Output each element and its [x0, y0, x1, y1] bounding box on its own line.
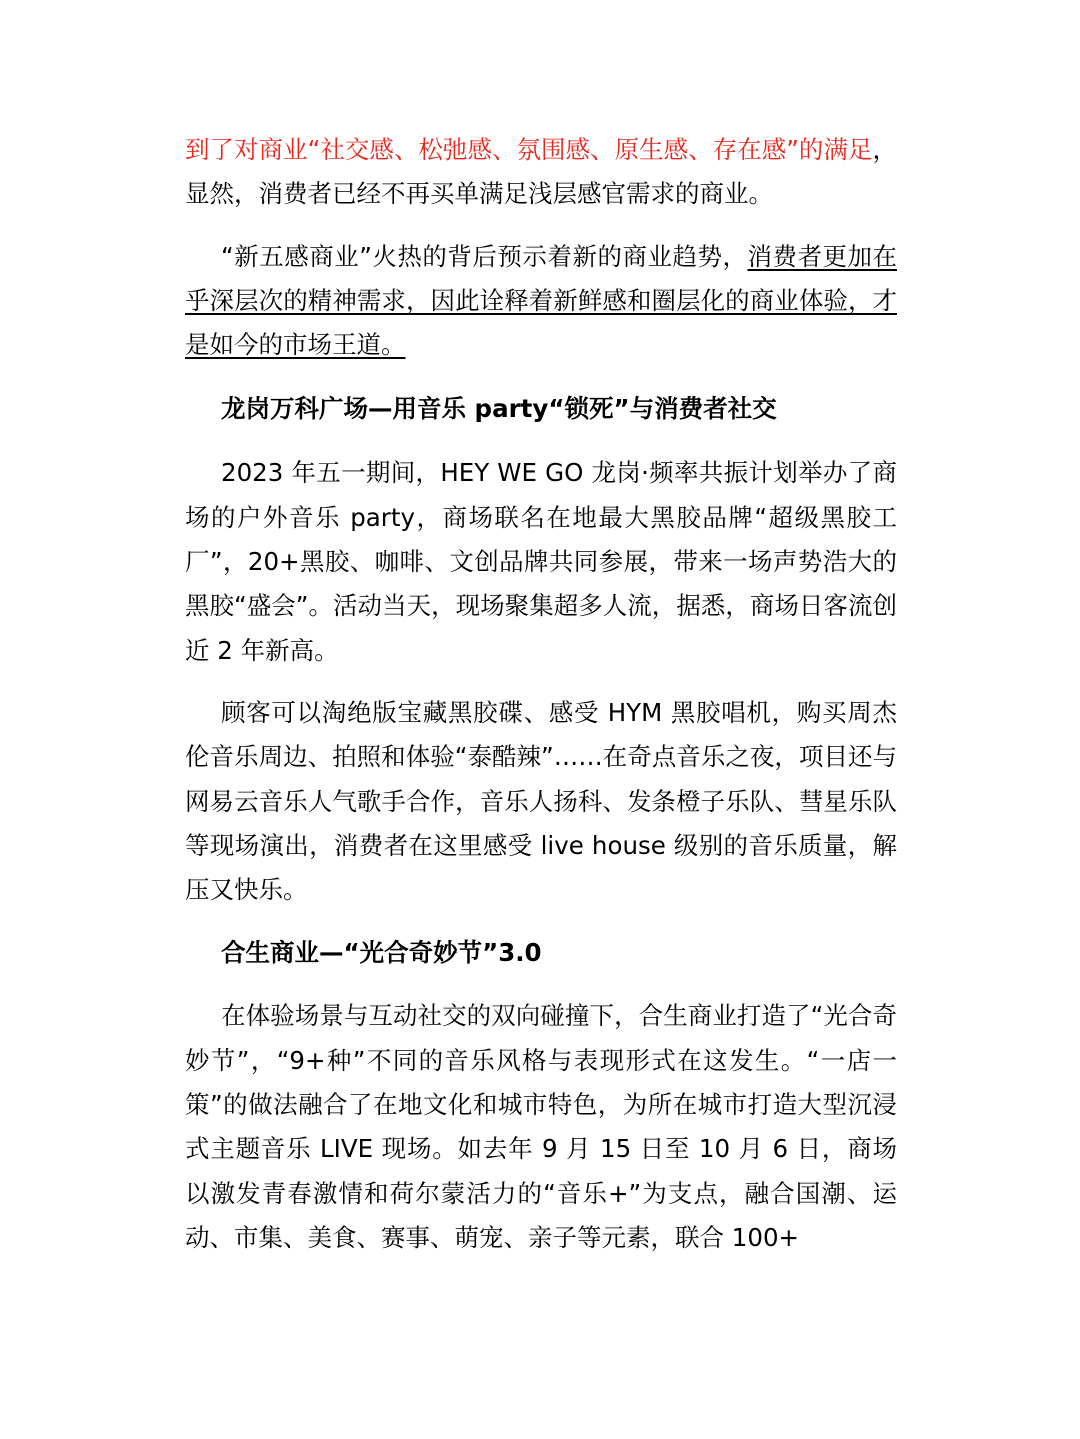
paragraph-music-party: 2023 年五一期间，HEY WE GO 龙岗·频率共振计划举办了商场的户外音乐 party，商场联名在地最大黑胶品牌“超级黑胶工厂”，20+黑胶、咖啡、文创品牌共同参展，带来一场声势浩大的黑胶“盛会”。活动当天，现场聚集超多人流，据悉，商场日客流创近 2 年新高。 — [185, 458, 897, 665]
paragraph-text: ，显然，消费者已经不再买单满足浅层感官需求的商业。 — [185, 135, 897, 209]
paragraph-guanghe-festival: 在体验场景与互动社交的双向碰撞下，合生商业打造了“光合奇妙节”，“9+种”不同的音乐风格与表现形式在这发生。“一店一策”的做法融合了在地文化和城市特色，为所在城市打造大型沉浸式主题音乐 LIVE 现场。如去年 9 月 15 日至 10 月 6 日，商场以激发青春激情和荷尔蒙活力的“音乐+”为支点，融合国潮、运动、市集、美食、赛事、萌宠、亲子等元素，联合 100+ — [185, 1001, 897, 1252]
document-page — [185, 128, 897, 1260]
paragraph-vinyl-experience: 顾客可以淘绝版宝藏黑胶碟、感受 HYM 黑胶唱机，购买周杰伦音乐周边、拍照和体验“泰酷辣”……在奇点音乐之夜，项目还与网易云音乐人气歌手合作，音乐人扬科、发条橙子乐队、彗星乐队等现场演出，消费者在这里感受 live house 级别的音乐质量，解压又快乐。 — [185, 697, 897, 905]
paragraph-five-senses-summary — [185, 128, 897, 217]
section-heading-hopson-commercial: 合生商业—“光合奇妙节”3.0 — [221, 938, 542, 968]
highlighted-text: 到了对商业“社交感、松弛感、氛围感、原生感、存在感”的满足 — [185, 135, 873, 164]
paragraph-new-business-trend — [185, 235, 897, 368]
paragraph-text: “新五感商业”火热的背后预示着新的商业趋势， — [221, 241, 748, 271]
section-heading-longgang-vanke: 龙岗万科广场—用音乐 party“锁死”与消费者社交 — [221, 394, 777, 424]
underlined-text: 消费者更加在乎深层次的精神需求，因此诠释着新鲜感和圈层化的商业体验，才是如今的市场王道。 — [185, 241, 898, 360]
